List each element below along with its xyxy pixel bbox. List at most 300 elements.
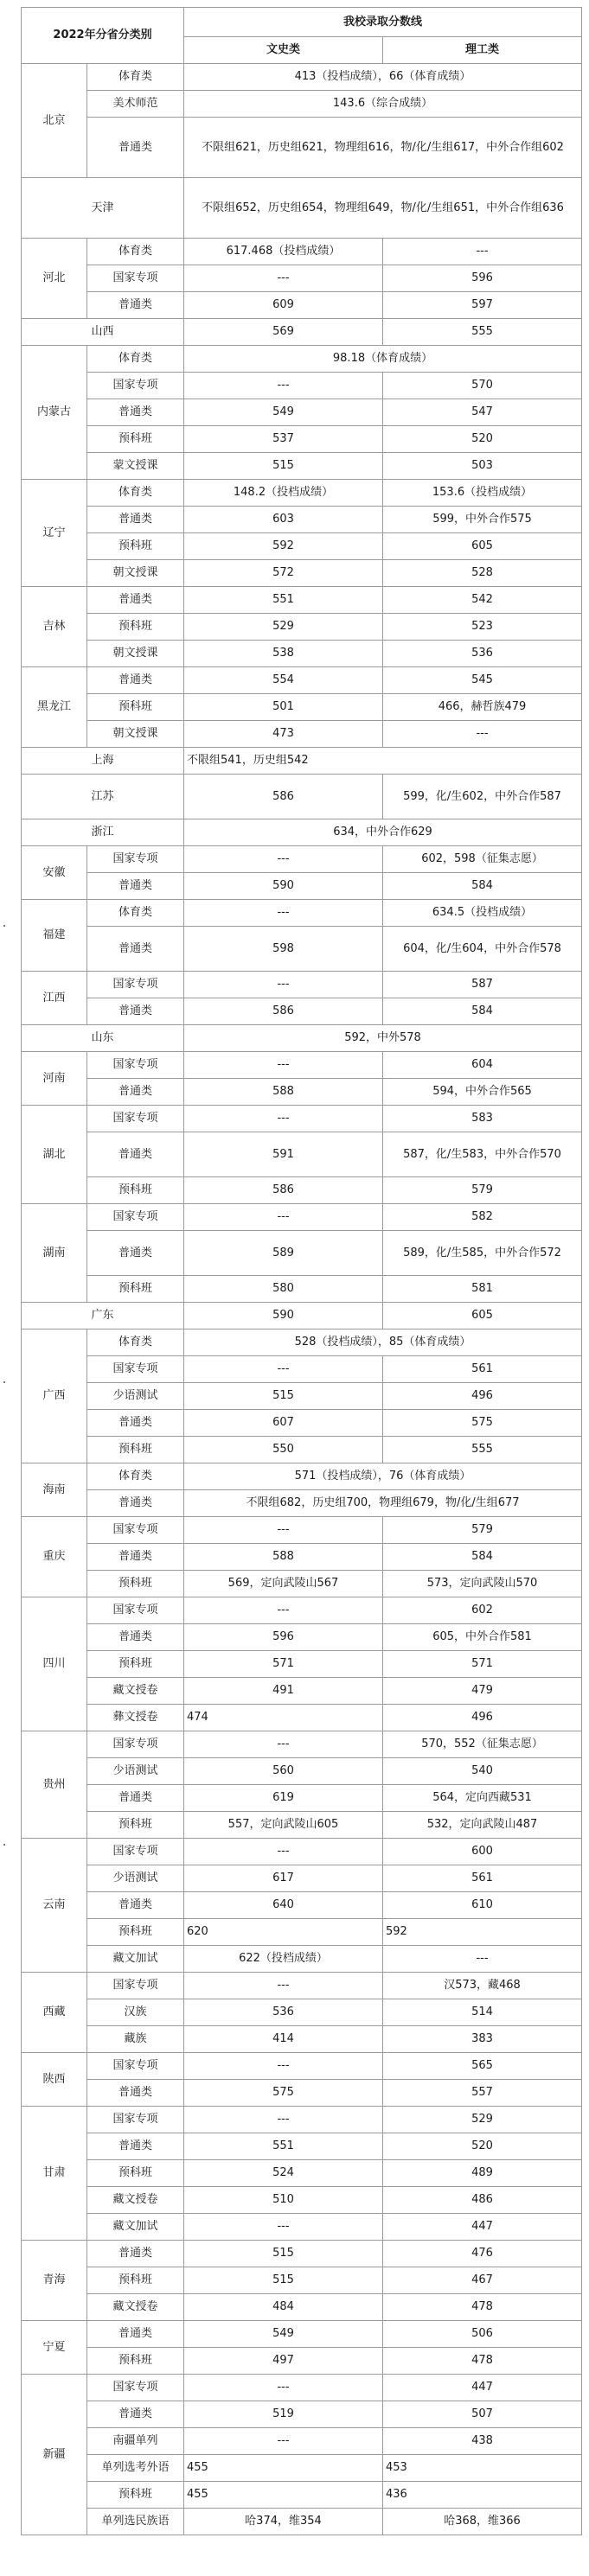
category-cell: 国家专项: [87, 846, 184, 873]
merged-score-cell: 571（投档成绩），76（体育成绩）: [184, 1463, 582, 1490]
science-score-cell: 529: [383, 2107, 582, 2133]
table-row: [22, 1731, 582, 1758]
arts-score-cell: 551: [184, 2133, 383, 2160]
table-row: [22, 1597, 582, 1624]
province-cell: 广西: [22, 1329, 87, 1463]
table-row: [22, 1571, 582, 1597]
arts-score-cell: 586: [184, 998, 383, 1025]
table-row: [22, 2026, 582, 2053]
category-cell: 国家专项: [87, 1106, 184, 1132]
category-cell: 藏文授卷: [87, 2294, 184, 2321]
arts-score-cell: ---: [184, 846, 383, 873]
category-cell: 普通类: [87, 1785, 184, 1812]
arts-score-cell: 549: [184, 399, 383, 426]
category-cell: 少语测试: [87, 1758, 184, 1785]
margin-dot: [3, 925, 5, 927]
table-row: [22, 1705, 582, 1731]
category-cell: 预科班: [87, 694, 184, 721]
science-score-cell: 583: [383, 1106, 582, 1132]
table-row: [22, 239, 582, 265]
arts-score-cell: 529: [184, 614, 383, 641]
science-score-cell: 479: [383, 1678, 582, 1705]
table-row: [22, 1785, 582, 1812]
table-row: [22, 1276, 582, 1303]
arts-score-cell: 622（投档成绩）: [184, 1946, 383, 1973]
category-cell: 国家专项: [87, 2053, 184, 2080]
category-cell: 普通类: [87, 118, 184, 178]
science-score-cell: 564，定向西藏531: [383, 1785, 582, 1812]
science-score-cell: 447: [383, 2375, 582, 2401]
column-header-arts: 文史类: [184, 37, 383, 64]
arts-score-cell: 607: [184, 1410, 383, 1437]
category-cell: 美术师范: [87, 91, 184, 118]
science-score-cell: 466，赫哲族479: [383, 694, 582, 721]
category-cell: 体育类: [87, 480, 184, 507]
arts-score-cell: 571: [184, 1651, 383, 1678]
category-cell: 普通类: [87, 2401, 184, 2428]
category-cell: 国家专项: [87, 1052, 184, 1079]
science-score-cell: 438: [383, 2428, 582, 2455]
merged-score-cell: 528（投档成绩），85（体育成绩）: [184, 1329, 582, 1356]
arts-score-cell: ---: [184, 2428, 383, 2455]
arts-score-cell: 554: [184, 667, 383, 694]
table-body: [22, 64, 582, 2535]
science-score-cell: 602: [383, 1597, 582, 1624]
table-row: [22, 1025, 582, 1052]
category-cell: 蒙文授课: [87, 453, 184, 480]
table-row: [22, 1651, 582, 1678]
table-row: [22, 1463, 582, 1490]
table-row: [22, 775, 582, 819]
table-row: [22, 1999, 582, 2026]
table-row: [22, 533, 582, 560]
merged-score-cell: 98.18（体育成绩）: [184, 346, 582, 373]
science-score-cell: 486: [383, 2187, 582, 2214]
table-row: [22, 2321, 582, 2348]
arts-score-cell: 551: [184, 587, 383, 614]
category-cell: 国家专项: [87, 1597, 184, 1624]
table-row: [22, 2133, 582, 2160]
category-cell: 预科班: [87, 426, 184, 453]
province-cell: 上海: [22, 748, 184, 775]
category-cell: 预科班: [87, 1276, 184, 1303]
table-row: [22, 2482, 582, 2509]
science-score-cell: 575: [383, 1410, 582, 1437]
table-row: [22, 846, 582, 873]
arts-score-cell: 455: [184, 2482, 383, 2509]
table-row: [22, 1678, 582, 1705]
science-score-cell: 536: [383, 641, 582, 667]
province-cell: 陕西: [22, 2053, 87, 2107]
science-score-cell: 520: [383, 2133, 582, 2160]
table-row: [22, 453, 582, 480]
arts-score-cell: 598: [184, 927, 383, 972]
province-cell: 西藏: [22, 1973, 87, 2053]
province-cell: 天津: [22, 178, 184, 239]
category-cell: 普通类: [87, 2321, 184, 2348]
arts-score-cell: 536: [184, 1999, 383, 2026]
category-cell: 预科班: [87, 2348, 184, 2375]
category-cell: 预科班: [87, 1812, 184, 1839]
arts-score-cell: ---: [184, 1052, 383, 1079]
science-score-cell: 467: [383, 2267, 582, 2294]
table-row: [22, 319, 582, 346]
category-cell: 少语测试: [87, 1383, 184, 1410]
column-header-science: 理工类: [383, 37, 582, 64]
category-cell: 国家专项: [87, 1356, 184, 1383]
table-row: [22, 1303, 582, 1329]
province-cell: 贵州: [22, 1731, 87, 1839]
category-cell: 普通类: [87, 1624, 184, 1651]
table-row: [22, 614, 582, 641]
arts-score-cell: 589: [184, 1231, 383, 1276]
category-cell: 普通类: [87, 292, 184, 319]
category-cell: 预科班: [87, 533, 184, 560]
arts-score-cell: 497: [184, 2348, 383, 2375]
category-cell: 藏文加试: [87, 1946, 184, 1973]
science-score-cell: 565: [383, 2053, 582, 2080]
province-cell: 湖南: [22, 1204, 87, 1303]
table-row: [22, 1839, 582, 1865]
category-cell: 国家专项: [87, 2107, 184, 2133]
arts-score-cell: 550: [184, 1437, 383, 1463]
table-row: [22, 2428, 582, 2455]
province-cell: 浙江: [22, 819, 184, 846]
science-score-cell: 573，定向武陵山570: [383, 1571, 582, 1597]
science-score-cell: 579: [383, 1517, 582, 1544]
province-cell: 吉林: [22, 587, 87, 667]
category-cell: 汉族: [87, 1999, 184, 2026]
arts-score-cell: 560: [184, 1758, 383, 1785]
arts-score-cell: ---: [184, 2053, 383, 2080]
arts-score-cell: 501: [184, 694, 383, 721]
science-score-cell: 605，中外合作581: [383, 1624, 582, 1651]
table-row: [22, 2401, 582, 2428]
arts-score-cell: 473: [184, 721, 383, 748]
science-score-cell: 604: [383, 1052, 582, 1079]
category-cell: 单列选考外语: [87, 2455, 184, 2482]
table-row: [22, 2053, 582, 2080]
arts-score-cell: 510: [184, 2187, 383, 2214]
category-cell: 普通类: [87, 2080, 184, 2107]
province-cell: 云南: [22, 1839, 87, 1973]
table-row: [22, 2267, 582, 2294]
science-score-cell: 478: [383, 2294, 582, 2321]
science-score-cell: 599，化/生602，中外合作587: [383, 775, 582, 819]
category-cell: 普通类: [87, 1490, 184, 1517]
arts-score-cell: 569，定向武陵山567: [184, 1571, 383, 1597]
science-score-cell: 597: [383, 292, 582, 319]
science-score-cell: 507: [383, 2401, 582, 2428]
science-score-cell: 561: [383, 1356, 582, 1383]
science-score-cell: 579: [383, 1177, 582, 1204]
arts-score-cell: 524: [184, 2160, 383, 2187]
table-row: [22, 1079, 582, 1106]
arts-score-cell: 590: [184, 1303, 383, 1329]
table-row: [22, 1052, 582, 1079]
science-score-cell: ---: [383, 721, 582, 748]
category-cell: 藏族: [87, 2026, 184, 2053]
arts-score-cell: 474: [184, 1705, 383, 1731]
table-row: [22, 927, 582, 972]
category-cell: 普通类: [87, 1892, 184, 1919]
science-score-cell: 545: [383, 667, 582, 694]
table-row: [22, 819, 582, 846]
table-row: [22, 2160, 582, 2187]
category-cell: 普通类: [87, 2241, 184, 2267]
science-score-cell: 447: [383, 2214, 582, 2241]
table-row: [22, 1946, 582, 1973]
table-row: [22, 1231, 582, 1276]
category-cell: 体育类: [87, 239, 184, 265]
arts-score-cell: 591: [184, 1132, 383, 1177]
table-row: [22, 426, 582, 453]
arts-score-cell: ---: [184, 972, 383, 998]
science-score-cell: 594，中外合作565: [383, 1079, 582, 1106]
science-score-cell: 581: [383, 1276, 582, 1303]
province-cell: 广东: [22, 1303, 184, 1329]
table-row: [22, 118, 582, 178]
arts-score-cell: ---: [184, 1517, 383, 1544]
arts-score-cell: 586: [184, 775, 383, 819]
table-row: [22, 694, 582, 721]
arts-score-cell: ---: [184, 373, 383, 399]
table-row: [22, 480, 582, 507]
arts-score-cell: ---: [184, 2214, 383, 2241]
category-cell: 预科班: [87, 2482, 184, 2509]
science-score-cell: 570: [383, 373, 582, 399]
arts-score-cell: 哈374，维354: [184, 2509, 383, 2535]
science-score-cell: 599，中外合作575: [383, 507, 582, 533]
science-score-cell: 555: [383, 1437, 582, 1463]
table-row: [22, 1204, 582, 1231]
category-cell: 朝文授课: [87, 721, 184, 748]
arts-score-cell: ---: [184, 1204, 383, 1231]
science-score-cell: 542: [383, 587, 582, 614]
province-cell: 甘肃: [22, 2107, 87, 2241]
arts-score-cell: 640: [184, 1892, 383, 1919]
table-row: [22, 972, 582, 998]
science-score-cell: 540: [383, 1758, 582, 1785]
arts-score-cell: ---: [184, 1356, 383, 1383]
arts-score-cell: 515: [184, 2241, 383, 2267]
category-cell: 体育类: [87, 1463, 184, 1490]
arts-score-cell: 569: [184, 319, 383, 346]
province-cell: 北京: [22, 64, 87, 178]
science-score-cell: 561: [383, 1865, 582, 1892]
category-cell: 预科班: [87, 614, 184, 641]
arts-score-cell: ---: [184, 2107, 383, 2133]
province-cell: 新疆: [22, 2375, 87, 2535]
table-row: [22, 178, 582, 239]
arts-score-cell: 557，定向武陵山605: [184, 1812, 383, 1839]
table-row: [22, 721, 582, 748]
science-score-cell: 547: [383, 399, 582, 426]
science-score-cell: 605: [383, 1303, 582, 1329]
category-cell: 普通类: [87, 1410, 184, 1437]
table-row: [22, 2375, 582, 2401]
province-cell: 江西: [22, 972, 87, 1025]
arts-score-cell: 148.2（投档成绩）: [184, 480, 383, 507]
table-row: [22, 1437, 582, 1463]
science-score-cell: 584: [383, 873, 582, 900]
category-cell: 预科班: [87, 1651, 184, 1678]
science-score-cell: 587，化/生583，中外合作570: [383, 1132, 582, 1177]
arts-score-cell: 537: [184, 426, 383, 453]
merged-score-cell: 413（投档成绩），66（体育成绩）: [184, 64, 582, 91]
table-row: [22, 900, 582, 927]
arts-score-cell: 619: [184, 1785, 383, 1812]
science-score-cell: 584: [383, 1544, 582, 1571]
science-score-cell: 哈368，维366: [383, 2509, 582, 2535]
science-score-cell: 596: [383, 265, 582, 292]
province-cell: 安徽: [22, 846, 87, 900]
merged-score-cell: 不限组621，历史组621，物理组616，物/化/生组617，中外合作组602: [184, 118, 582, 178]
category-cell: 朝文授课: [87, 641, 184, 667]
science-score-cell: 514: [383, 1999, 582, 2026]
science-score-cell: 557: [383, 2080, 582, 2107]
arts-score-cell: 588: [184, 1544, 383, 1571]
science-score-cell: 478: [383, 2348, 582, 2375]
science-score-cell: 496: [383, 1383, 582, 1410]
province-cell: 重庆: [22, 1517, 87, 1597]
arts-score-cell: ---: [184, 2375, 383, 2401]
header-row: [22, 8, 582, 37]
category-cell: 体育类: [87, 900, 184, 927]
province-cell: 宁夏: [22, 2321, 87, 2375]
science-score-cell: 570，552（征集志愿）: [383, 1731, 582, 1758]
table-row: [22, 1329, 582, 1356]
table-row: [22, 507, 582, 533]
science-score-cell: 520: [383, 426, 582, 453]
category-cell: 藏文授卷: [87, 1678, 184, 1705]
category-cell: 体育类: [87, 64, 184, 91]
table-row: [22, 91, 582, 118]
table-row: [22, 873, 582, 900]
category-cell: 预科班: [87, 1177, 184, 1204]
merged-score-cell: 不限组541，历史组542: [184, 748, 582, 775]
arts-score-cell: 620: [184, 1919, 383, 1946]
table-row: [22, 2241, 582, 2267]
category-cell: 国家专项: [87, 2375, 184, 2401]
province-cell: 湖北: [22, 1106, 87, 1204]
table-row: [22, 641, 582, 667]
science-score-cell: ---: [383, 239, 582, 265]
table-row: [22, 373, 582, 399]
table-row: [22, 748, 582, 775]
science-score-cell: 453: [383, 2455, 582, 2482]
arts-score-cell: ---: [184, 900, 383, 927]
arts-score-cell: 617.468（投档成绩）: [184, 239, 383, 265]
admission-score-table: [21, 7, 582, 2535]
category-cell: 预科班: [87, 2160, 184, 2187]
table-row: [22, 1892, 582, 1919]
province-cell: 辽宁: [22, 480, 87, 587]
science-score-cell: 634.5（投档成绩）: [383, 900, 582, 927]
arts-score-cell: 484: [184, 2294, 383, 2321]
arts-score-cell: 572: [184, 560, 383, 587]
table-row: [22, 2294, 582, 2321]
province-cell: 河北: [22, 239, 87, 319]
category-cell: 单列选民族语: [87, 2509, 184, 2535]
arts-score-cell: 586: [184, 1177, 383, 1204]
table-row: [22, 1865, 582, 1892]
table-row: [22, 2348, 582, 2375]
category-cell: 普通类: [87, 399, 184, 426]
category-cell: 国家专项: [87, 265, 184, 292]
table-row: [22, 2214, 582, 2241]
table-row: [22, 1132, 582, 1177]
province-cell: 四川: [22, 1597, 87, 1731]
category-cell: 普通类: [87, 1132, 184, 1177]
table-row: [22, 667, 582, 694]
category-cell: 国家专项: [87, 1973, 184, 1999]
category-cell: 少语测试: [87, 1865, 184, 1892]
category-cell: 藏文加试: [87, 2214, 184, 2241]
science-score-cell: 592: [383, 1919, 582, 1946]
table-row: [22, 1490, 582, 1517]
province-cell: 江苏: [22, 775, 184, 819]
arts-score-cell: 580: [184, 1276, 383, 1303]
arts-score-cell: 590: [184, 873, 383, 900]
arts-score-cell: 515: [184, 453, 383, 480]
table-row: [22, 1106, 582, 1132]
category-cell: 预科班: [87, 2267, 184, 2294]
arts-score-cell: 588: [184, 1079, 383, 1106]
category-cell: 国家专项: [87, 1517, 184, 1544]
category-cell: 普通类: [87, 927, 184, 972]
category-cell: 藏文授卷: [87, 2187, 184, 2214]
arts-score-cell: 538: [184, 641, 383, 667]
science-score-cell: 589，化/生585，中外合作572: [383, 1231, 582, 1276]
merged-score-cell: 634，中外合作629: [184, 819, 582, 846]
table-row: [22, 2455, 582, 2482]
arts-score-cell: 603: [184, 507, 383, 533]
category-cell: 普通类: [87, 507, 184, 533]
merged-score-cell: 592，中外578: [184, 1025, 582, 1052]
table-row: [22, 1517, 582, 1544]
arts-score-cell: 515: [184, 2267, 383, 2294]
category-cell: 普通类: [87, 998, 184, 1025]
province-cell: 福建: [22, 900, 87, 972]
category-cell: 普通类: [87, 1231, 184, 1276]
category-cell: 普通类: [87, 2133, 184, 2160]
science-score-cell: 528: [383, 560, 582, 587]
table-row: [22, 1624, 582, 1651]
category-cell: 预科班: [87, 1919, 184, 1946]
science-score-cell: 503: [383, 453, 582, 480]
province-cell: 海南: [22, 1463, 87, 1517]
arts-score-cell: 575: [184, 2080, 383, 2107]
science-score-cell: 605: [383, 533, 582, 560]
table-row: [22, 399, 582, 426]
margin-dot: [3, 1381, 5, 1383]
category-cell: 国家专项: [87, 1204, 184, 1231]
table-row: [22, 64, 582, 91]
province-cell: 内蒙古: [22, 346, 87, 480]
science-score-cell: 153.6（投档成绩）: [383, 480, 582, 507]
science-score-cell: ---: [383, 1946, 582, 1973]
province-cell: 黑龙江: [22, 667, 87, 748]
category-cell: 国家专项: [87, 1839, 184, 1865]
category-cell: 彝文授卷: [87, 1705, 184, 1731]
arts-score-cell: ---: [184, 265, 383, 292]
table-row: [22, 1410, 582, 1437]
corner-header: 2022年分省分类别: [22, 8, 184, 64]
category-cell: 国家专项: [87, 373, 184, 399]
arts-score-cell: 455: [184, 2455, 383, 2482]
table-row: [22, 1919, 582, 1946]
